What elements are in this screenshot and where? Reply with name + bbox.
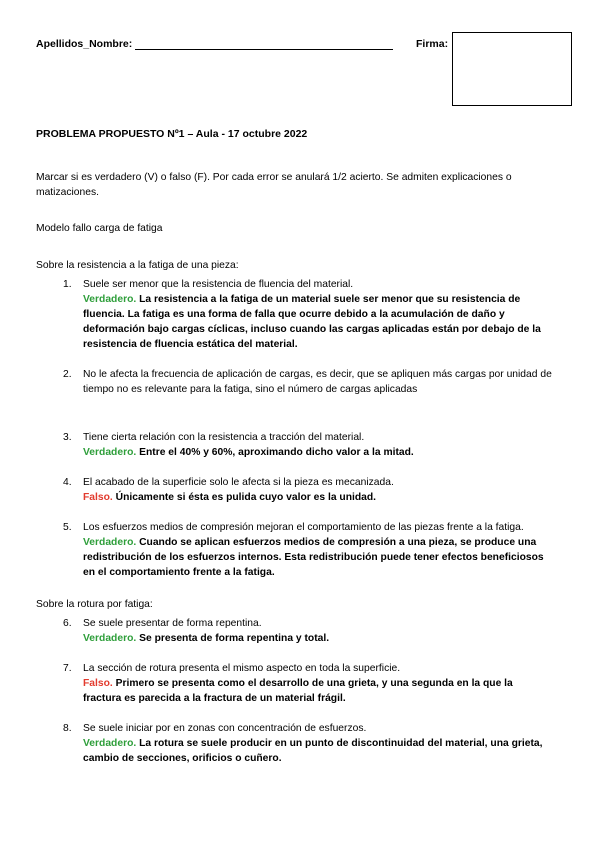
item-statement: Los esfuerzos medios de compresión mejoran el comportamiento de las piezas frente a la fatiga.: [83, 522, 524, 533]
list-item-1: [63, 277, 553, 352]
document-title: PROBLEMA PROPUESTO Nº1 – Aula - 17 octubre 2022: [36, 128, 308, 140]
item-explanation: Cuando se aplican esfuerzos medios de compresión a una pieza, se produce una redistribución de los esfuerzos internos. Esta redistribución puede tener efectos beneficiosos en el comportamiento frente a la fatiga.: [83, 537, 544, 578]
item-explanation: Se presenta de forma repentina y total.: [139, 633, 330, 644]
item-number: 3.: [63, 432, 72, 443]
list-item-4: [63, 475, 553, 505]
model-label: Modelo fallo carga de fatiga: [36, 223, 163, 234]
verdict-true: Verdadero.: [83, 447, 137, 458]
verdict-false: Falso.: [83, 492, 113, 503]
item-number: 6.: [63, 618, 72, 629]
list-item-2: [63, 367, 553, 397]
item-statement: Tiene cierta relación con la resistencia a tracción del material.: [83, 432, 365, 443]
verdict-true: Verdadero.: [83, 537, 137, 548]
list-item-3: [63, 430, 553, 460]
item-number: 1.: [63, 279, 72, 290]
item-number: 2.: [63, 369, 72, 380]
item-statement: El acabado de la superficie solo le afecta si la pieza es mecanizada.: [83, 477, 394, 488]
verdict-true: Verdadero.: [83, 633, 137, 644]
verdict-true: Verdadero.: [83, 738, 137, 749]
item-number: 7.: [63, 663, 72, 674]
item-statement: Se suele presentar de forma repentina.: [83, 618, 262, 629]
verdict-true: Verdadero.: [83, 294, 137, 305]
item-explanation: Entre el 40% y 60%, aproximando dicho valor a la mitad.: [139, 447, 414, 458]
item-explanation: La resistencia a la fatiga de un material suele ser menor que su resistencia de fluencia. La fatiga es una forma de falla que ocurre debido a la acumulación de daño y deformación bajo cargas cíclicas, incluso cuando las cargas aplicadas están por debajo de la resistencia de fluencia estática del material.: [83, 294, 541, 350]
name-label: Apellidos_Nombre:: [36, 38, 133, 50]
item-number: 5.: [63, 522, 72, 533]
item-statement: Se suele iniciar por en zonas con concentración de esfuerzos.: [83, 723, 367, 734]
verdict-false: Falso.: [83, 678, 113, 689]
item-statement: Suele ser menor que la resistencia de fluencia del material.: [83, 279, 354, 290]
instructions-paragraph: Marcar si es verdadero (V) o falso (F). Por cada error se anulará 1/2 acierto. Se admiten explicaciones o matizaciones.: [36, 172, 512, 198]
item-statement: No le afecta la frecuencia de aplicación de cargas, es decir, que se apliquen más cargas por unidad de tiempo no es relevante para la fatiga, sino el número de cargas aplicadas: [83, 369, 552, 395]
item-explanation: La rotura se suele producir en un punto de discontinuidad del material, una grieta, cambio de secciones, orificios o cuñero.: [83, 738, 543, 764]
list-item-7: [63, 661, 553, 706]
item-explanation: Únicamente si ésta es pulida cuyo valor es la unidad.: [115, 492, 377, 503]
item-explanation: Primero se presenta como el desarrollo de una grieta, y una segunda en la que la fractura es parecida a la fractura de un material frágil.: [83, 678, 513, 704]
signature-label: Firma:: [416, 38, 449, 50]
section-heading-fatigue-fracture: Sobre la rotura por fatiga:: [36, 599, 153, 610]
name-input-line[interactable]: [135, 49, 393, 50]
item-number: 8.: [63, 723, 72, 734]
signature-box[interactable]: [452, 32, 572, 106]
item-number: 4.: [63, 477, 72, 488]
list-item-5: [63, 520, 553, 580]
section-heading-fatigue-resistance: Sobre la resistencia a la fatiga de una pieza:: [36, 260, 239, 271]
list-item-8: [63, 721, 553, 766]
list-item-6: [63, 616, 553, 646]
item-statement: La sección de rotura presenta el mismo aspecto en toda la superficie.: [83, 663, 401, 674]
